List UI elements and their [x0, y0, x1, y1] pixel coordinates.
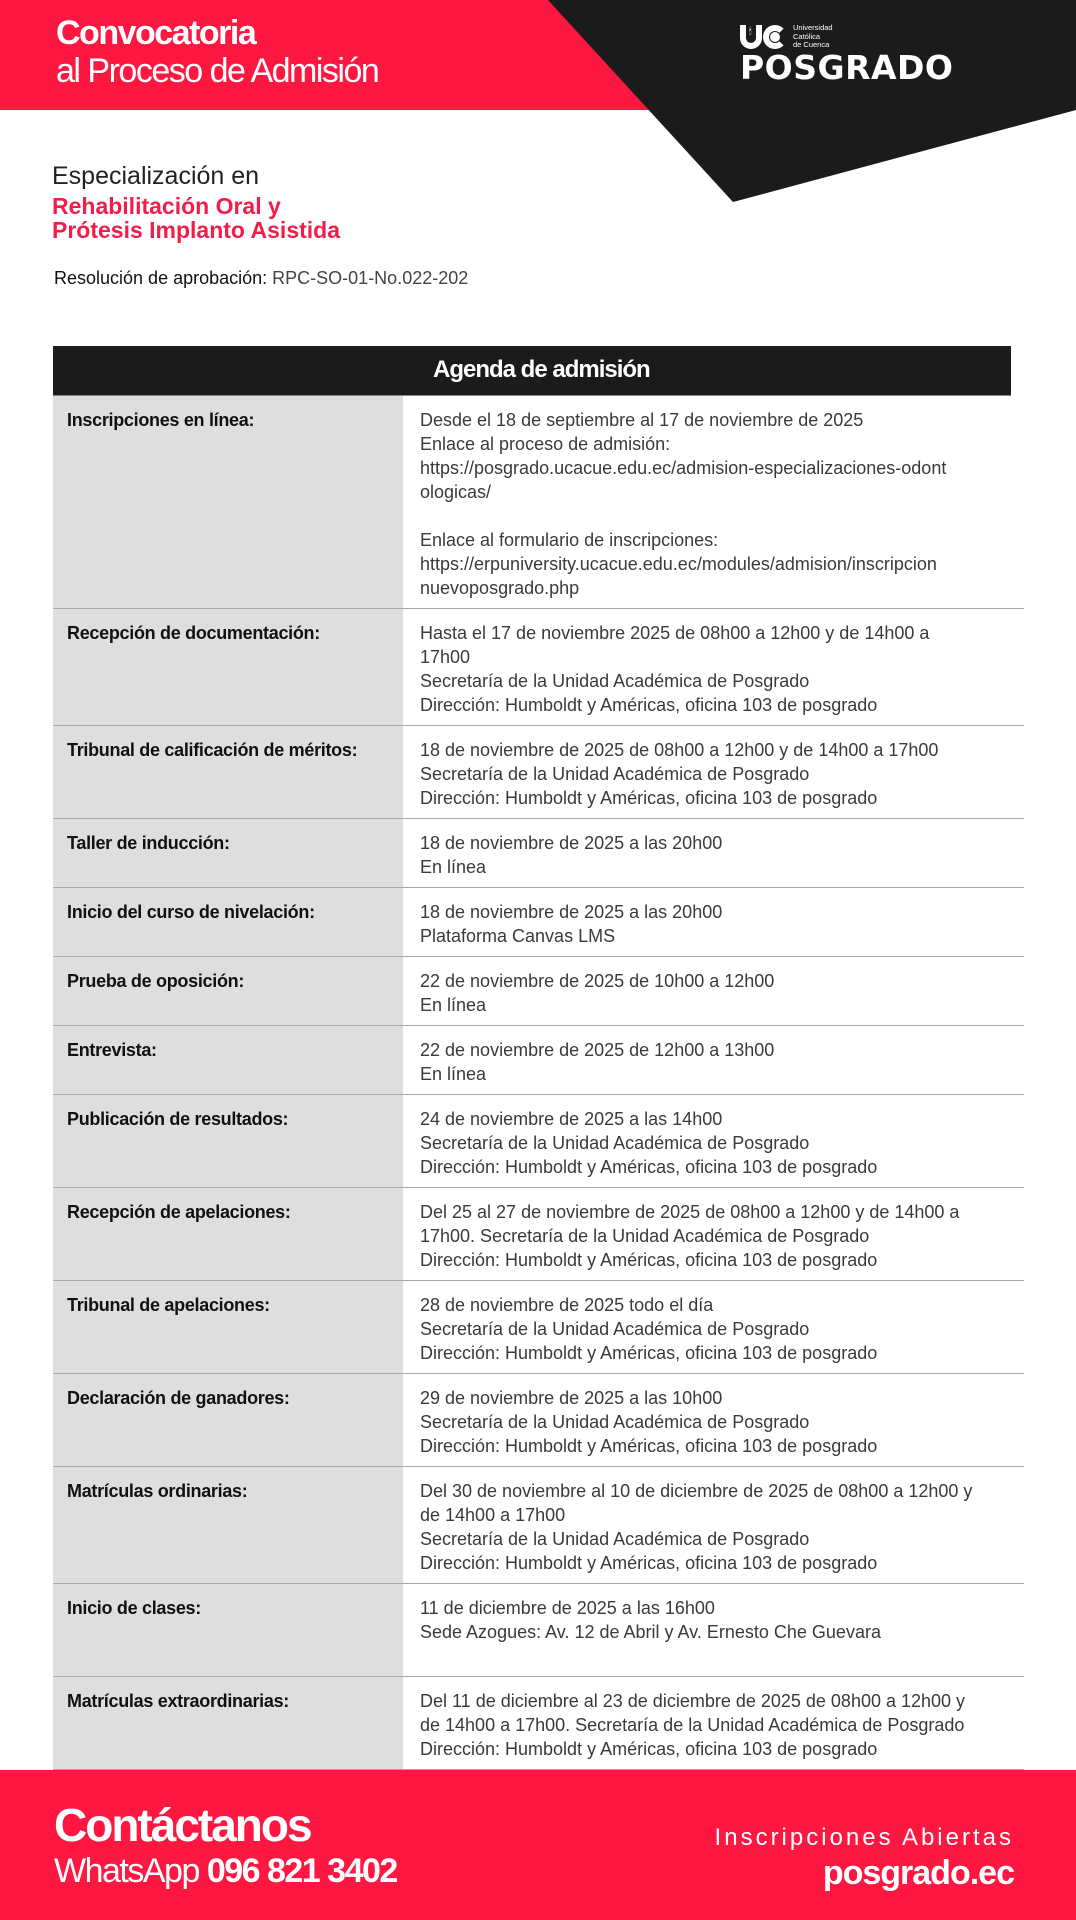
agenda-line: Secretaría de la Unidad Académica de Posgrado: [420, 1319, 810, 1339]
resolution-value: RPC-SO-01-No.022-202: [272, 268, 469, 288]
agenda-line: 22 de noviembre de 2025 de 10h00 a 12h00: [420, 971, 775, 991]
agenda-line: Secretaría de la Unidad Académica de Posgrado: [420, 1529, 810, 1549]
agenda-line: 18 de noviembre de 2025 de 08h00 a 12h00 y de 14h00 a 17h00: [420, 740, 939, 760]
agenda-row: [53, 1095, 1024, 1188]
agenda-row: [53, 1281, 1024, 1374]
agenda-line: En línea: [420, 1064, 487, 1084]
agenda-row-label: Taller de inducción:: [53, 819, 403, 887]
agenda-line: Dirección: Humboldt y Américas, oficina 103 de posgrado: [420, 1343, 878, 1363]
agenda-line: Secretaría de la Unidad Académica de Posgrado: [420, 764, 810, 784]
agenda-line: Dirección: Humboldt y Américas, oficina 103 de posgrado: [420, 1553, 878, 1573]
agenda-row: [53, 888, 1024, 957]
agenda-row-value: [403, 1374, 1024, 1466]
agenda-row: [53, 1467, 1024, 1584]
agenda-table: [53, 346, 1024, 1770]
agenda-row-value: [403, 396, 1024, 608]
agenda-row-value: [403, 819, 1024, 887]
agenda-row-value: [403, 609, 1024, 725]
agenda-row: [53, 1677, 1024, 1770]
university-name: Universidad Católica de Cuenca: [793, 23, 833, 49]
agenda-row: [53, 1584, 1024, 1677]
whatsapp-number[interactable]: 096 821 3402: [206, 1852, 397, 1890]
header-title: Convocatoria: [56, 14, 256, 52]
agenda-line: Dirección: Humboldt y Américas, oficina 103 de posgrado: [420, 1157, 878, 1177]
agenda-line: En línea: [420, 995, 487, 1015]
agenda-row-value: [403, 1188, 1024, 1280]
agenda-row-label: Matrículas ordinarias:: [53, 1467, 403, 1583]
agenda-row: [53, 1026, 1024, 1095]
agenda-line: 24 de noviembre de 2025 a las 14h00: [420, 1109, 723, 1129]
agenda-row-label: Entrevista:: [53, 1026, 403, 1094]
agenda-line: 18 de noviembre de 2025 a las 20h00: [420, 902, 723, 922]
agenda-row-value: [403, 1584, 1024, 1676]
agenda-line: 28 de noviembre de 2025 todo el día: [420, 1295, 714, 1315]
agenda-line: Desde el 18 de septiembre al 17 de noviembre de 2025: [420, 410, 864, 430]
agenda-line: [420, 1644, 1024, 1668]
agenda-line: Enlace al proceso de admisión:: [420, 434, 671, 454]
agenda-rows: [53, 396, 1024, 1770]
agenda-row-label: Declaración de ganadores:: [53, 1374, 403, 1466]
agenda-line: de 14h00 a 17h00: [420, 1505, 566, 1525]
agenda-row: [53, 1374, 1024, 1467]
whatsapp-label: WhatsApp: [54, 1852, 199, 1890]
agenda-line: Secretaría de la Unidad Académica de Posgrado: [420, 1133, 810, 1153]
agenda-link[interactable]: nuevoposgrado.php: [420, 578, 580, 598]
agenda-link[interactable]: https://erpuniversity.ucacue.edu.ec/modules/admision/inscripcion: [420, 554, 937, 574]
agenda-line: En línea: [420, 857, 487, 877]
agenda-row: [53, 396, 1024, 609]
agenda-line: de 14h00 a 17h00. Secretaría de la Unidad Académica de Posgrado: [420, 1715, 965, 1735]
agenda-row-label: Inicio de clases:: [53, 1584, 403, 1676]
uc-logo-icon: [740, 25, 787, 49]
agenda-title: Agenda de admisión: [433, 356, 650, 383]
agenda-row-label: Publicación de resultados:: [53, 1095, 403, 1187]
agenda-line: Dirección: Humboldt y Américas, oficina 103 de posgrado: [420, 1436, 878, 1456]
contact-title: Contáctanos: [54, 1799, 311, 1851]
agenda-header: [53, 346, 1011, 396]
agenda-line: Plataforma Canvas LMS: [420, 926, 616, 946]
agenda-line: Secretaría de la Unidad Académica de Posgrado: [420, 671, 810, 691]
agenda-line: Enlace al formulario de inscripciones:: [420, 530, 719, 550]
program-name: Rehabilitación Oral y Prótesis Implanto Asistida: [52, 193, 340, 243]
agenda-line: Dirección: Humboldt y Américas, oficina 103 de posgrado: [420, 1250, 878, 1270]
agenda-line: 18 de noviembre de 2025 a las 20h00: [420, 833, 723, 853]
posgrado-logo: [740, 24, 954, 87]
torch-icon: 🕯: [749, 25, 752, 36]
agenda-line: Hasta el 17 de noviembre 2025 de 08h00 a 12h00 y de 14h00 a: [420, 623, 930, 643]
agenda-line: Dirección: Humboldt y Américas, oficina 103 de posgrado: [420, 788, 878, 808]
agenda-row-value: [403, 1467, 1024, 1583]
agenda-row-value: [403, 1281, 1024, 1373]
agenda-row-label: Recepción de apelaciones:: [53, 1188, 403, 1280]
open-registrations: Inscripciones Abiertas: [714, 1824, 1014, 1851]
agenda-row-value: [403, 1026, 1024, 1094]
website-link[interactable]: posgrado.ec: [822, 1854, 1014, 1892]
agenda-row: [53, 726, 1024, 819]
agenda-row-label: Prueba de oposición:: [53, 957, 403, 1025]
logo-unit-name: POSGRADO: [740, 47, 954, 87]
agenda-row-value: [403, 1095, 1024, 1187]
agenda-row-value: [403, 888, 1024, 956]
agenda-row-label: Tribunal de calificación de méritos:: [53, 726, 403, 818]
agenda-line: Del 11 de diciembre al 23 de diciembre de 2025 de 08h00 a 12h00 y: [420, 1691, 966, 1711]
agenda-row-label: Recepción de documentación:: [53, 609, 403, 725]
agenda-link[interactable]: ologicas/: [420, 482, 492, 502]
agenda-line: 17h00: [420, 647, 471, 667]
agenda-line: Del 25 al 27 de noviembre de 2025 de 08h00 a 12h00 y de 14h00 a: [420, 1202, 960, 1222]
resolution: [54, 268, 468, 289]
header-subtitle: al Proceso de Admisión: [56, 52, 379, 90]
agenda-row-value: [403, 726, 1024, 818]
agenda-row: [53, 609, 1024, 726]
agenda-line: 11 de diciembre de 2025 a las 16h00: [420, 1598, 715, 1618]
agenda-row-value: [403, 957, 1024, 1025]
agenda-row: [53, 819, 1024, 888]
agenda-line: 29 de noviembre de 2025 a las 10h00: [420, 1388, 723, 1408]
agenda-line: Dirección: Humboldt y Américas, oficina 103 de posgrado: [420, 1739, 878, 1759]
program-prefix: Especialización en: [52, 162, 260, 190]
agenda-row-label: Inscripciones en línea:: [53, 396, 403, 608]
agenda-line: 17h00. Secretaría de la Unidad Académica de Posgrado: [420, 1226, 870, 1246]
resolution-label: Resolución de aprobación:: [54, 268, 268, 288]
agenda-row-label: Matrículas extraordinarias:: [53, 1677, 403, 1769]
footer: [0, 1770, 1076, 1920]
agenda-line: Secretaría de la Unidad Académica de Posgrado: [420, 1412, 810, 1432]
agenda-line: [420, 504, 1024, 528]
agenda-row-label: Inicio del curso de nivelación:: [53, 888, 403, 956]
agenda-line: 22 de noviembre de 2025 de 12h00 a 13h00: [420, 1040, 775, 1060]
agenda-link[interactable]: https://posgrado.ucacue.edu.ec/admision-especializaciones-odont: [420, 458, 947, 478]
globe-icon: [770, 32, 780, 42]
agenda-line: Sede Azogues: Av. 12 de Abril y Av. Ernesto Che Guevara: [420, 1622, 881, 1642]
whatsapp-contact[interactable]: [54, 1852, 397, 1891]
agenda-row: [53, 957, 1024, 1026]
agenda-line: Dirección: Humboldt y Américas, oficina 103 de posgrado: [420, 695, 878, 715]
agenda-line: Del 30 de noviembre al 10 de diciembre de 2025 de 08h00 a 12h00 y: [420, 1481, 973, 1501]
agenda-row: [53, 1188, 1024, 1281]
agenda-row-value: [403, 1677, 1024, 1769]
agenda-row-label: Tribunal de apelaciones:: [53, 1281, 403, 1373]
